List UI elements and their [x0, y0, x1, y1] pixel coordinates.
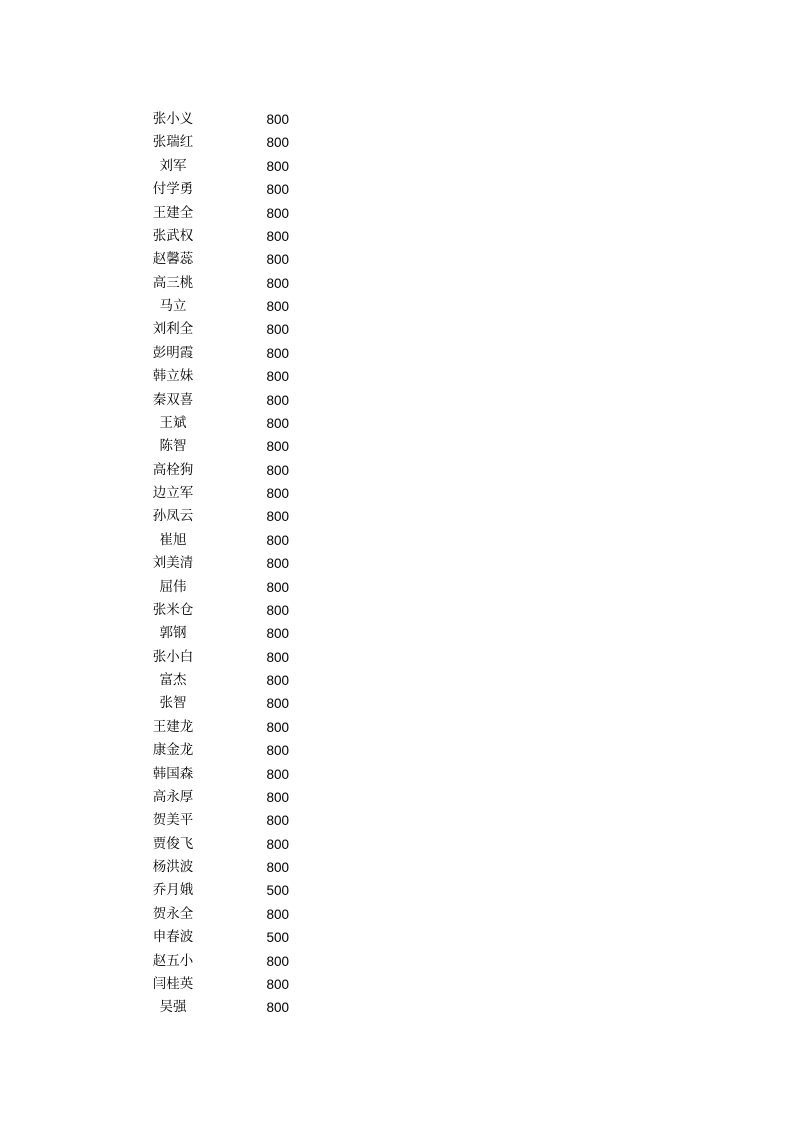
list-row: [0, 459, 793, 482]
amount-value: 800: [266, 345, 289, 361]
list-row: [0, 856, 793, 879]
list-row: [0, 786, 793, 809]
person-name: 王斌: [159, 414, 187, 431]
amount-value: 800: [266, 813, 289, 829]
amount-value: 800: [266, 696, 289, 712]
amount-value: 800: [266, 205, 289, 221]
person-name: 崔旭: [159, 531, 187, 548]
list-row: [0, 435, 793, 458]
person-name: 富杰: [159, 672, 187, 688]
amount-value: 800: [266, 836, 289, 852]
person-name: 郭钢: [159, 625, 187, 642]
person-name: 贺永全: [152, 905, 194, 922]
list-row: [0, 903, 793, 926]
list-row: [0, 973, 793, 996]
person-name: 张小义: [152, 111, 194, 127]
person-name: 韩国森: [152, 765, 194, 782]
amount-value: 800: [266, 135, 289, 151]
person-name: 刘军: [159, 157, 187, 174]
person-name: 韩立妹: [152, 368, 194, 385]
list-row: [0, 669, 793, 692]
list-row: [0, 248, 793, 271]
list-row: [0, 576, 793, 599]
list-row: [0, 178, 793, 201]
amount-value: 800: [266, 953, 289, 969]
amount-value: 800: [266, 462, 289, 478]
amount-value: 800: [266, 228, 289, 244]
amount-value: 800: [266, 860, 289, 875]
list-row: [0, 996, 793, 1019]
person-name: 王建龙: [152, 718, 194, 735]
amount-value: 800: [266, 369, 289, 385]
person-name: 杨洪波: [152, 859, 194, 875]
person-name: 高栓狗: [152, 461, 194, 478]
list-row: [0, 482, 793, 505]
person-name: 张武权: [152, 227, 194, 244]
person-name: 屈伟: [159, 578, 187, 595]
person-name: 贾俊飞: [152, 835, 194, 852]
list-row: [0, 599, 793, 622]
person-name: 贺美平: [152, 812, 194, 829]
amount-value: 800: [266, 649, 289, 665]
amount-value: 800: [266, 906, 289, 922]
amount-value: 800: [266, 275, 289, 291]
amount-value: 800: [266, 532, 289, 548]
list-row: [0, 763, 793, 786]
list-row: [0, 950, 793, 973]
person-name: 陈智: [159, 438, 187, 455]
amount-value: 800: [266, 579, 289, 595]
amount-value: 800: [266, 556, 289, 572]
person-name: 张小白: [152, 648, 194, 665]
list-row: [0, 155, 793, 178]
list-row: [0, 342, 793, 365]
amount-value: 800: [266, 182, 289, 198]
list-row: [0, 926, 793, 949]
person-name: 张米仓: [152, 601, 194, 618]
list-row: [0, 529, 793, 552]
amount-value: 800: [266, 673, 289, 688]
list-row: [0, 131, 793, 154]
list-row: [0, 505, 793, 528]
person-name: 张瑞红: [152, 134, 194, 151]
list-row: [0, 318, 793, 341]
list-row: [0, 225, 793, 248]
person-name: 康金龙: [152, 742, 194, 759]
amount-value: 800: [266, 439, 289, 455]
amount-value: 800: [266, 602, 289, 618]
list-row: [0, 108, 793, 131]
list-row: [0, 646, 793, 669]
amount-value: 800: [266, 743, 289, 759]
name-amount-list: [0, 108, 793, 1020]
amount-value: 800: [266, 415, 289, 431]
list-row: [0, 622, 793, 645]
amount-value: 800: [266, 299, 289, 314]
amount-value: 800: [266, 976, 289, 992]
person-name: 刘美清: [152, 555, 194, 572]
list-row: [0, 739, 793, 762]
amount-value: 800: [266, 626, 289, 642]
person-name: 秦双喜: [152, 391, 194, 408]
list-row: [0, 716, 793, 739]
person-name: 彭明霞: [152, 344, 194, 361]
person-name: 闫桂英: [152, 975, 194, 992]
amount-value: 800: [266, 789, 289, 805]
amount-value: 800: [266, 252, 289, 268]
person-name: 高永厚: [152, 788, 194, 805]
amount-value: 800: [266, 112, 289, 127]
list-row: [0, 809, 793, 832]
amount-value: 800: [266, 509, 289, 525]
person-name: 赵馨蕊: [152, 251, 194, 268]
person-name: 吴强: [159, 999, 187, 1016]
person-name: 付学勇: [152, 181, 194, 198]
list-row: [0, 272, 793, 295]
amount-value: 800: [266, 158, 289, 174]
person-name: 申春波: [152, 929, 194, 946]
list-row: [0, 365, 793, 388]
person-name: 刘利全: [152, 321, 194, 338]
person-name: 乔月娥: [152, 882, 194, 899]
amount-value: 500: [266, 930, 289, 946]
person-name: 赵五小: [152, 952, 194, 969]
list-row: [0, 692, 793, 715]
person-name: 马立: [159, 298, 187, 314]
list-row: [0, 552, 793, 575]
person-name: 高三桃: [152, 274, 194, 291]
person-name: 边立军: [152, 485, 194, 501]
amount-value: 800: [266, 392, 289, 408]
amount-value: 800: [266, 719, 289, 735]
list-row: [0, 879, 793, 902]
person-name: 孙凤云: [152, 508, 194, 525]
amount-value: 500: [266, 883, 289, 899]
list-row: [0, 202, 793, 225]
person-name: 张智: [159, 695, 187, 712]
list-row: [0, 833, 793, 856]
amount-value: 800: [266, 766, 289, 782]
amount-value: 800: [266, 1000, 289, 1016]
list-row: [0, 295, 793, 318]
list-row: [0, 412, 793, 435]
list-row: [0, 389, 793, 412]
amount-value: 800: [266, 486, 289, 501]
person-name: 王建全: [152, 204, 194, 221]
amount-value: 800: [266, 322, 289, 338]
